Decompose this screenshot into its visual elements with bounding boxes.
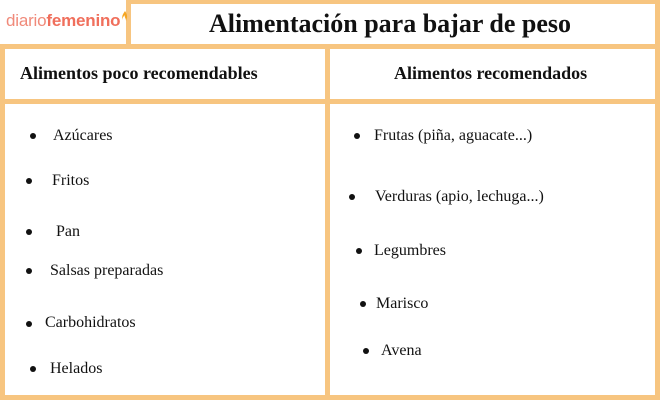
brand-name-part1: diario	[6, 11, 47, 30]
brand-logo	[6, 11, 128, 31]
list-item: Legumbres	[374, 242, 446, 259]
bullet-dot-icon	[356, 248, 362, 254]
list-item: Helados	[50, 360, 103, 377]
bullet-dot-icon	[354, 133, 360, 139]
list-item: Carbohidratos	[45, 314, 136, 331]
bullet-dot-icon	[349, 194, 355, 200]
bullet-dot-icon	[360, 301, 366, 307]
list-item: Azúcares	[53, 127, 113, 144]
list-item: Verduras (apio, lechuga...)	[375, 188, 544, 205]
brand-name-part2: femenino	[46, 11, 121, 30]
list-item: Salsas preparadas	[50, 262, 164, 279]
list-item: Fritos	[52, 172, 90, 189]
right-column-header: Alimentos recomendados	[394, 63, 588, 83]
list-item: Marisco	[376, 295, 429, 312]
bullet-dot-icon	[26, 178, 32, 184]
bullet-dot-icon	[26, 268, 32, 274]
bullet-dot-icon	[26, 321, 32, 327]
bottom-border	[0, 395, 660, 400]
left-column-header: Alimentos poco recomendables	[20, 63, 258, 83]
right-border	[655, 0, 660, 400]
list-item: Avena	[381, 342, 422, 359]
page-title: Alimentación para bajar de peso	[208, 9, 572, 38]
left-border	[0, 44, 5, 400]
top-border	[130, 0, 660, 4]
bullet-dot-icon	[26, 229, 32, 235]
bullet-dot-icon	[30, 133, 36, 139]
bullet-dot-icon	[30, 366, 36, 372]
column-divider	[325, 44, 330, 400]
list-item: Frutas (piña, aguacate...)	[374, 127, 533, 144]
header-bottom-border	[0, 99, 660, 104]
flame-icon	[122, 6, 128, 16]
list-item: Pan	[56, 223, 80, 240]
bullet-dot-icon	[363, 348, 369, 354]
title-bottom-border	[0, 44, 660, 49]
